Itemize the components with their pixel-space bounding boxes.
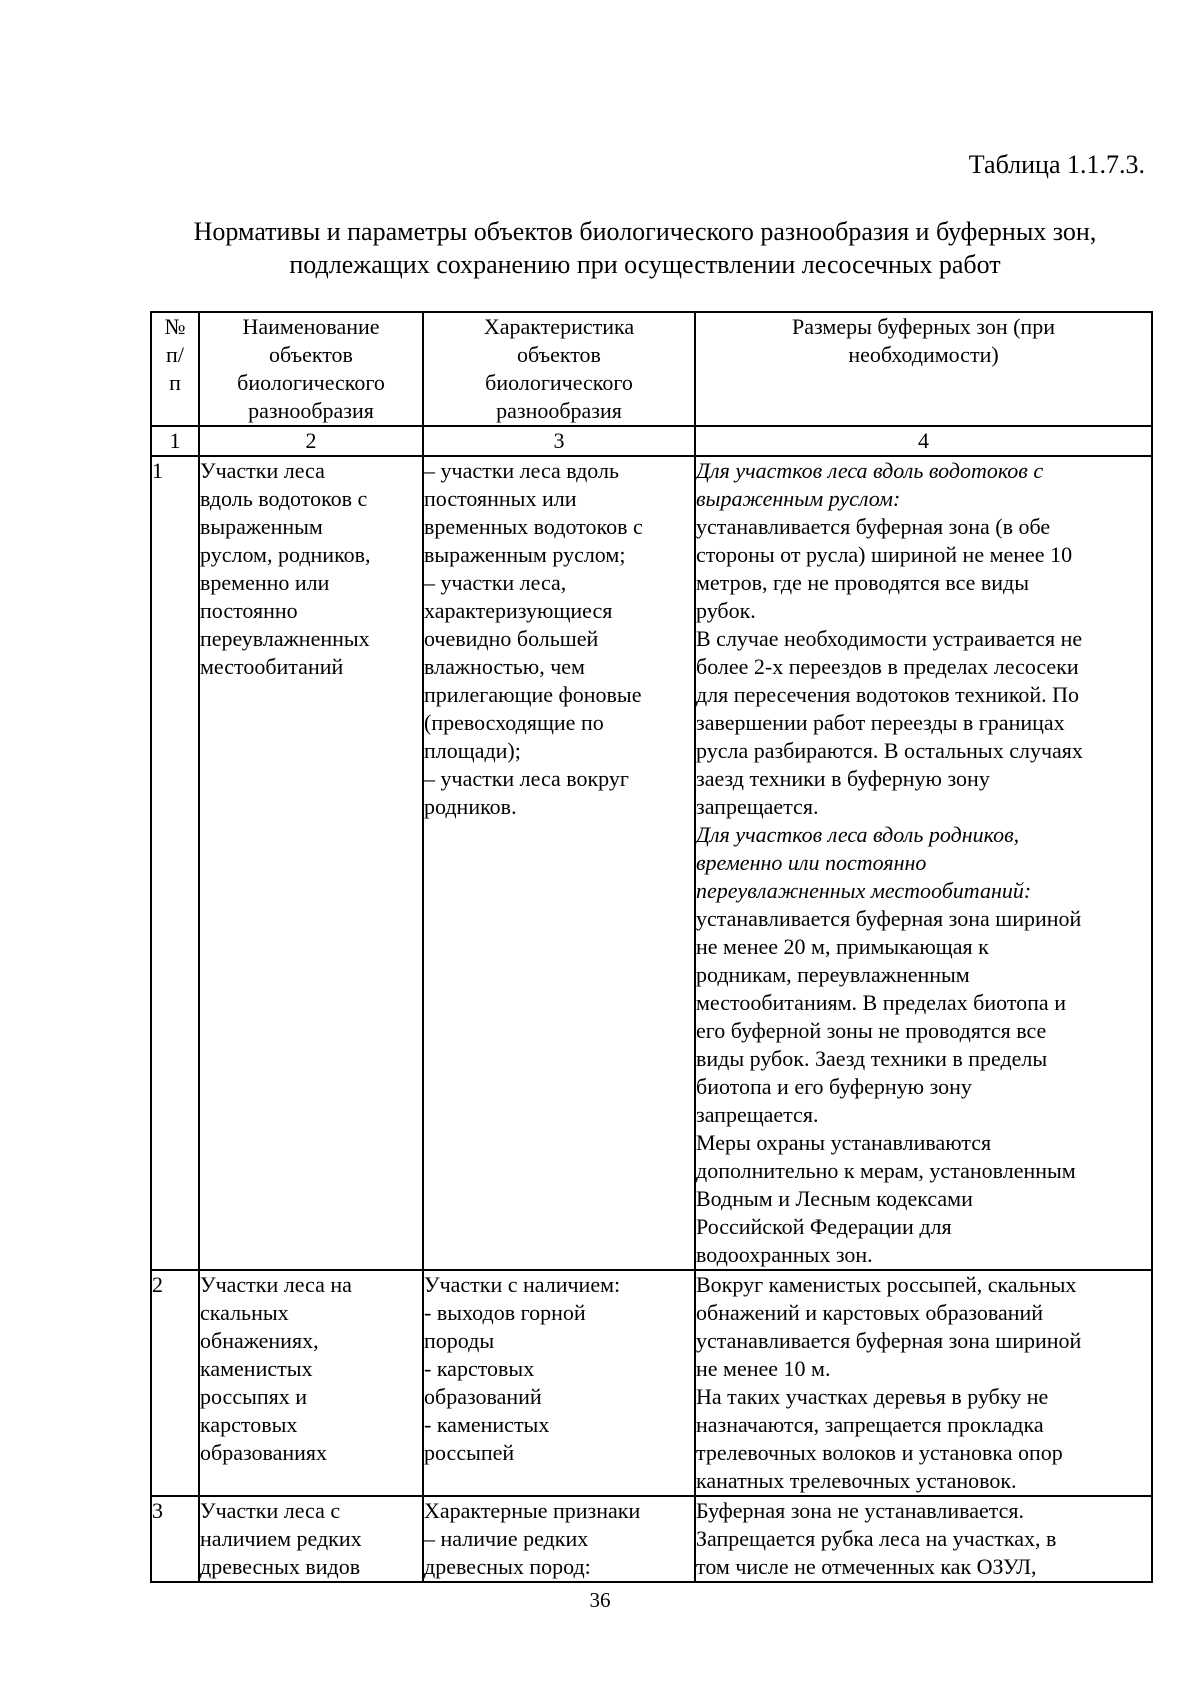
cell-line: местообитаниям. В пределах биотопа и xyxy=(696,990,1066,1015)
column-number: 1 xyxy=(151,426,199,456)
cell-line: обнажений и карстовых образований xyxy=(696,1300,1044,1325)
cell-line: каменистых xyxy=(200,1356,313,1381)
cell-line: рубок. xyxy=(696,598,756,623)
cell-line: древесных пород: xyxy=(424,1554,591,1579)
cell-line: выраженным руслом; xyxy=(424,542,626,567)
characteristic-cell xyxy=(423,1270,695,1496)
cell-line: устанавливается буферная зона шириной xyxy=(696,906,1082,931)
row-number: 3 xyxy=(151,1496,199,1582)
cell-line: Водным и Лесным кодексами xyxy=(696,1186,973,1211)
header-line: Размеры буферных зон (при xyxy=(792,314,1055,339)
object-name-cell xyxy=(199,1496,423,1582)
cell-line: россыпей xyxy=(424,1440,515,1465)
cell-line: древесных видов xyxy=(200,1554,361,1579)
cell-line: Участки леса на xyxy=(200,1272,352,1297)
cell-line: породы xyxy=(424,1328,495,1353)
cell-line: назначаются, запрещается прокладка xyxy=(696,1412,1044,1437)
header-line: разнообразия xyxy=(496,398,622,423)
cell-line: образованиях xyxy=(200,1440,328,1465)
cell-line: родникам, переувлажненным xyxy=(696,962,970,987)
cell-line: – наличие редких xyxy=(424,1526,589,1551)
cell-line: В случае необходимости устраивается не xyxy=(696,626,1083,651)
object-name-cell xyxy=(199,456,423,1270)
cell-line: устанавливается буферная зона (в обе xyxy=(696,514,1051,539)
header-name xyxy=(199,312,423,426)
cell-line: для пересечения водотоков техникой. По xyxy=(696,682,1080,707)
table-row xyxy=(151,1270,1152,1496)
cell-line: (превосходящие по xyxy=(424,710,604,735)
cell-line: постоянно xyxy=(200,598,298,623)
column-number: 4 xyxy=(695,426,1152,456)
title-line: Нормативы и параметры объектов биологического разнообразия и буферных зон, xyxy=(193,217,1097,246)
header-line: объектов xyxy=(269,342,353,367)
cell-line: переувлажненных xyxy=(200,626,370,651)
header-line: п/ xyxy=(166,342,184,367)
header-line: Характеристика xyxy=(483,314,635,339)
cell-line: Участки леса с xyxy=(200,1498,341,1523)
cell-line: биотопа и его буферную зону xyxy=(696,1074,972,1099)
table-header-row xyxy=(151,312,1152,426)
cell-line: водоохранных зон. xyxy=(696,1242,873,1267)
page-number: 36 xyxy=(589,1588,611,1612)
cell-line: Для участков леса вдоль водотоков с xyxy=(696,458,1044,483)
cell-line: временно или постоянно xyxy=(696,850,927,875)
characteristic-cell xyxy=(423,1496,695,1582)
norms-table xyxy=(150,311,1153,1583)
cell-line: временно или xyxy=(200,570,330,595)
cell-line: стороны от русла) шириной не менее 10 xyxy=(696,542,1073,567)
column-number-row xyxy=(151,426,1152,456)
cell-line: характеризующиеся xyxy=(424,598,613,623)
header-line: биологического xyxy=(485,370,633,395)
cell-line: Буферная зона не устанавливается. xyxy=(696,1498,1025,1523)
cell-line: Участки леса xyxy=(200,458,325,483)
cell-line: карстовых xyxy=(200,1412,298,1437)
cell-line: его буферной зоны не проводятся все xyxy=(696,1018,1047,1043)
header-num xyxy=(151,312,199,426)
cell-line: более 2-х переездов в пределах лесосеки xyxy=(696,654,1079,679)
cell-line: завершении работ переезды в границах xyxy=(696,710,1065,735)
column-number: 2 xyxy=(199,426,423,456)
header-characteristic xyxy=(423,312,695,426)
cell-line: запрещается. xyxy=(696,1102,819,1127)
cell-line: Для участков леса вдоль родников, xyxy=(696,822,1020,847)
cell-line: скальных xyxy=(200,1300,289,1325)
document-title xyxy=(140,215,1150,281)
cell-line: дополнительно к мерам, установленным xyxy=(696,1158,1076,1183)
table-row xyxy=(151,456,1152,1270)
cell-line: – участки леса вдоль xyxy=(424,458,620,483)
cell-line: не менее 20 м, примыкающая к xyxy=(696,934,989,959)
cell-line: Характерные признаки xyxy=(424,1498,641,1523)
row-number: 2 xyxy=(151,1270,199,1496)
cell-line: местообитаний xyxy=(200,654,344,679)
header-buffer-zone xyxy=(695,312,1152,426)
cell-line: том числе не отмеченных как ОЗУЛ, xyxy=(696,1554,1037,1579)
buffer-zone-cell xyxy=(695,456,1152,1270)
cell-line: виды рубок. Заезд техники в пределы xyxy=(696,1046,1048,1071)
cell-line: выраженным руслом: xyxy=(696,486,901,511)
title-line: подлежащих сохранению при осуществлении лесосечных работ xyxy=(289,250,1001,279)
header-line: п xyxy=(169,370,181,395)
cell-line: Вокруг каменистых россыпей, скальных xyxy=(696,1272,1077,1297)
characteristic-cell xyxy=(423,456,695,1270)
cell-line: прилегающие фоновые xyxy=(424,682,642,707)
cell-line: очевидно большей xyxy=(424,626,599,651)
cell-line: - карстовых xyxy=(424,1356,535,1381)
table-caption: Таблица 1.1.7.3. xyxy=(968,150,1145,179)
cell-line: постоянных или xyxy=(424,486,577,511)
cell-line: устанавливается буферная зона шириной xyxy=(696,1328,1082,1353)
cell-line: запрещается. xyxy=(696,794,819,819)
cell-line: вдоль водотоков с xyxy=(200,486,368,511)
cell-line: влажностью, чем xyxy=(424,654,585,679)
cell-line: – участки леса, xyxy=(424,570,567,595)
table-row xyxy=(151,1496,1152,1582)
cell-line: заезд техники в буферную зону xyxy=(696,766,990,791)
object-name-cell xyxy=(199,1270,423,1496)
cell-line: - выходов горной xyxy=(424,1300,586,1325)
header-line: Наименование xyxy=(242,314,380,339)
cell-line: метров, где не проводятся все виды xyxy=(696,570,1030,595)
cell-line: русла разбираются. В остальных случаях xyxy=(696,738,1083,763)
cell-line: - каменистых xyxy=(424,1412,550,1437)
buffer-zone-cell xyxy=(695,1270,1152,1496)
cell-line: выраженным xyxy=(200,514,323,539)
cell-line: Меры охраны устанавливаются xyxy=(696,1130,992,1155)
cell-line: канатных трелевочных установок. xyxy=(696,1468,1017,1493)
cell-line: Участки с наличием: xyxy=(424,1272,621,1297)
cell-line: Российской Федерации для xyxy=(696,1214,952,1239)
buffer-zone-cell xyxy=(695,1496,1152,1582)
cell-line: На таких участках деревья в рубку не xyxy=(696,1384,1049,1409)
cell-line: образований xyxy=(424,1384,542,1409)
header-line: разнообразия xyxy=(248,398,374,423)
cell-line: временных водотоков с xyxy=(424,514,643,539)
header-line: биологического xyxy=(237,370,385,395)
cell-line: обнажениях, xyxy=(200,1328,319,1353)
column-number: 3 xyxy=(423,426,695,456)
header-line: объектов xyxy=(517,342,601,367)
cell-line: – участки леса вокруг xyxy=(424,766,629,791)
cell-line: переувлажненных местообитаний: xyxy=(696,878,1032,903)
cell-line: родников. xyxy=(424,794,517,819)
cell-line: Запрещается рубка леса на участках, в xyxy=(696,1526,1057,1551)
header-line: необходимости) xyxy=(848,342,999,367)
cell-line: не менее 10 м. xyxy=(696,1356,831,1381)
cell-line: руслом, родников, xyxy=(200,542,371,567)
header-line: № xyxy=(164,314,186,339)
cell-line: площади); xyxy=(424,738,521,763)
cell-line: наличием редких xyxy=(200,1526,362,1551)
cell-line: трелевочных волоков и установка опор xyxy=(696,1440,1063,1465)
cell-line: россыпях и xyxy=(200,1384,308,1409)
row-number: 1 xyxy=(151,456,199,1270)
